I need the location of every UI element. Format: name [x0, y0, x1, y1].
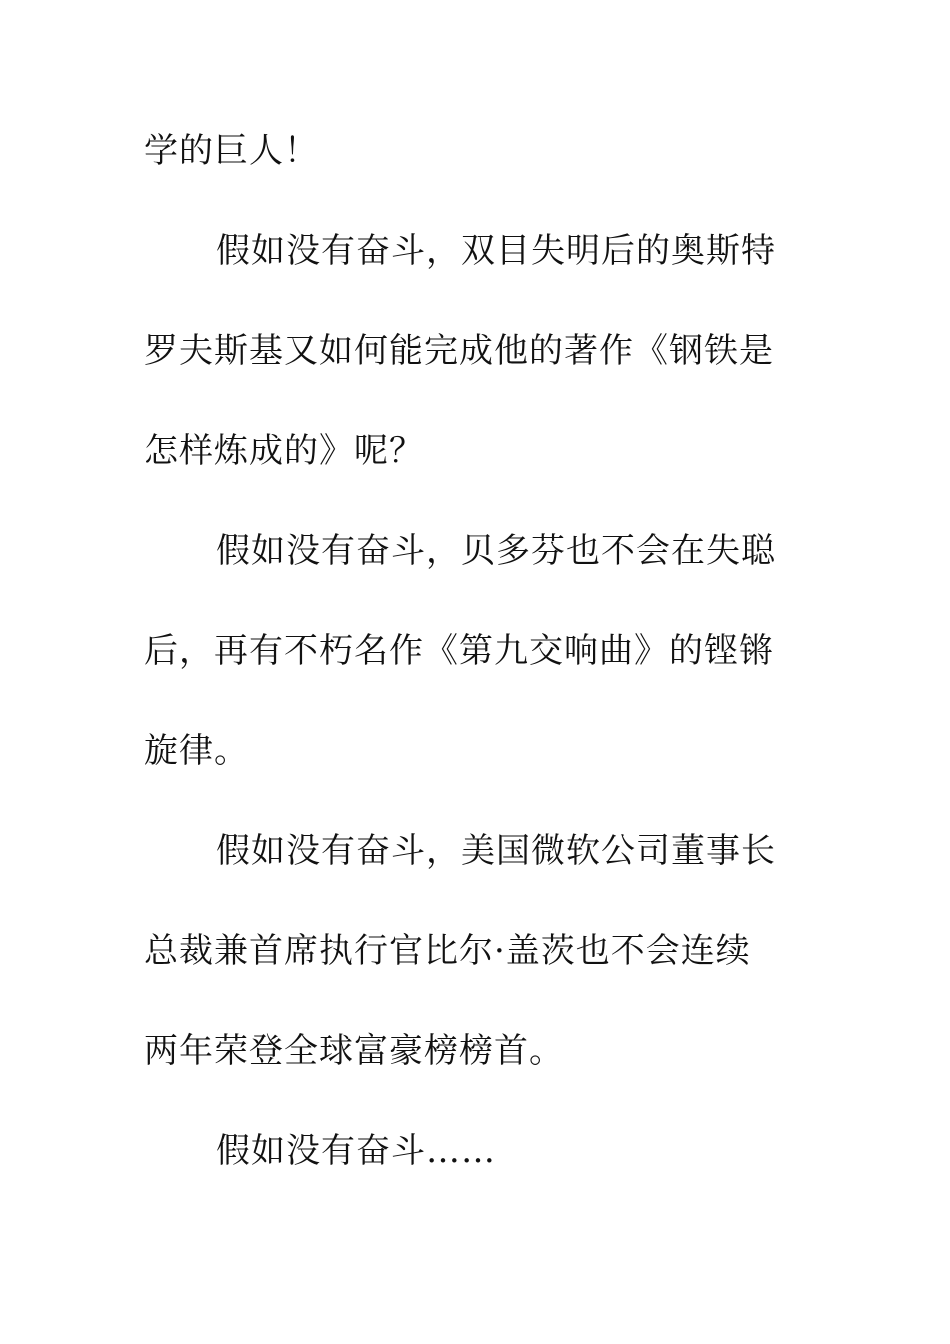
- paragraph-line: 假如没有奋斗，贝多芬也不会在失聪: [216, 531, 776, 571]
- paragraph-line: 后，再有不朽名作《第九交响曲》的铿锵: [144, 631, 774, 671]
- paragraph-line: 假如没有奋斗，美国微软公司董事长: [216, 831, 776, 871]
- paragraph-line: 学的巨人！: [144, 131, 319, 171]
- paragraph-line: 罗夫斯基又如何能完成他的著作《钢铁是: [144, 331, 774, 371]
- paragraph-line: 旋律。: [144, 731, 249, 771]
- paragraph-line: 总裁兼首席执行官比尔·盖茨也不会连续: [144, 931, 751, 971]
- paragraph-line: 假如没有奋斗……: [216, 1131, 496, 1171]
- paragraph-line: 假如没有奋斗，双目失明后的奥斯特: [216, 231, 776, 271]
- paragraph-line: 怎样炼成的》呢？: [144, 431, 424, 471]
- paragraph-line: 两年荣登全球富豪榜榜首。: [144, 1031, 564, 1071]
